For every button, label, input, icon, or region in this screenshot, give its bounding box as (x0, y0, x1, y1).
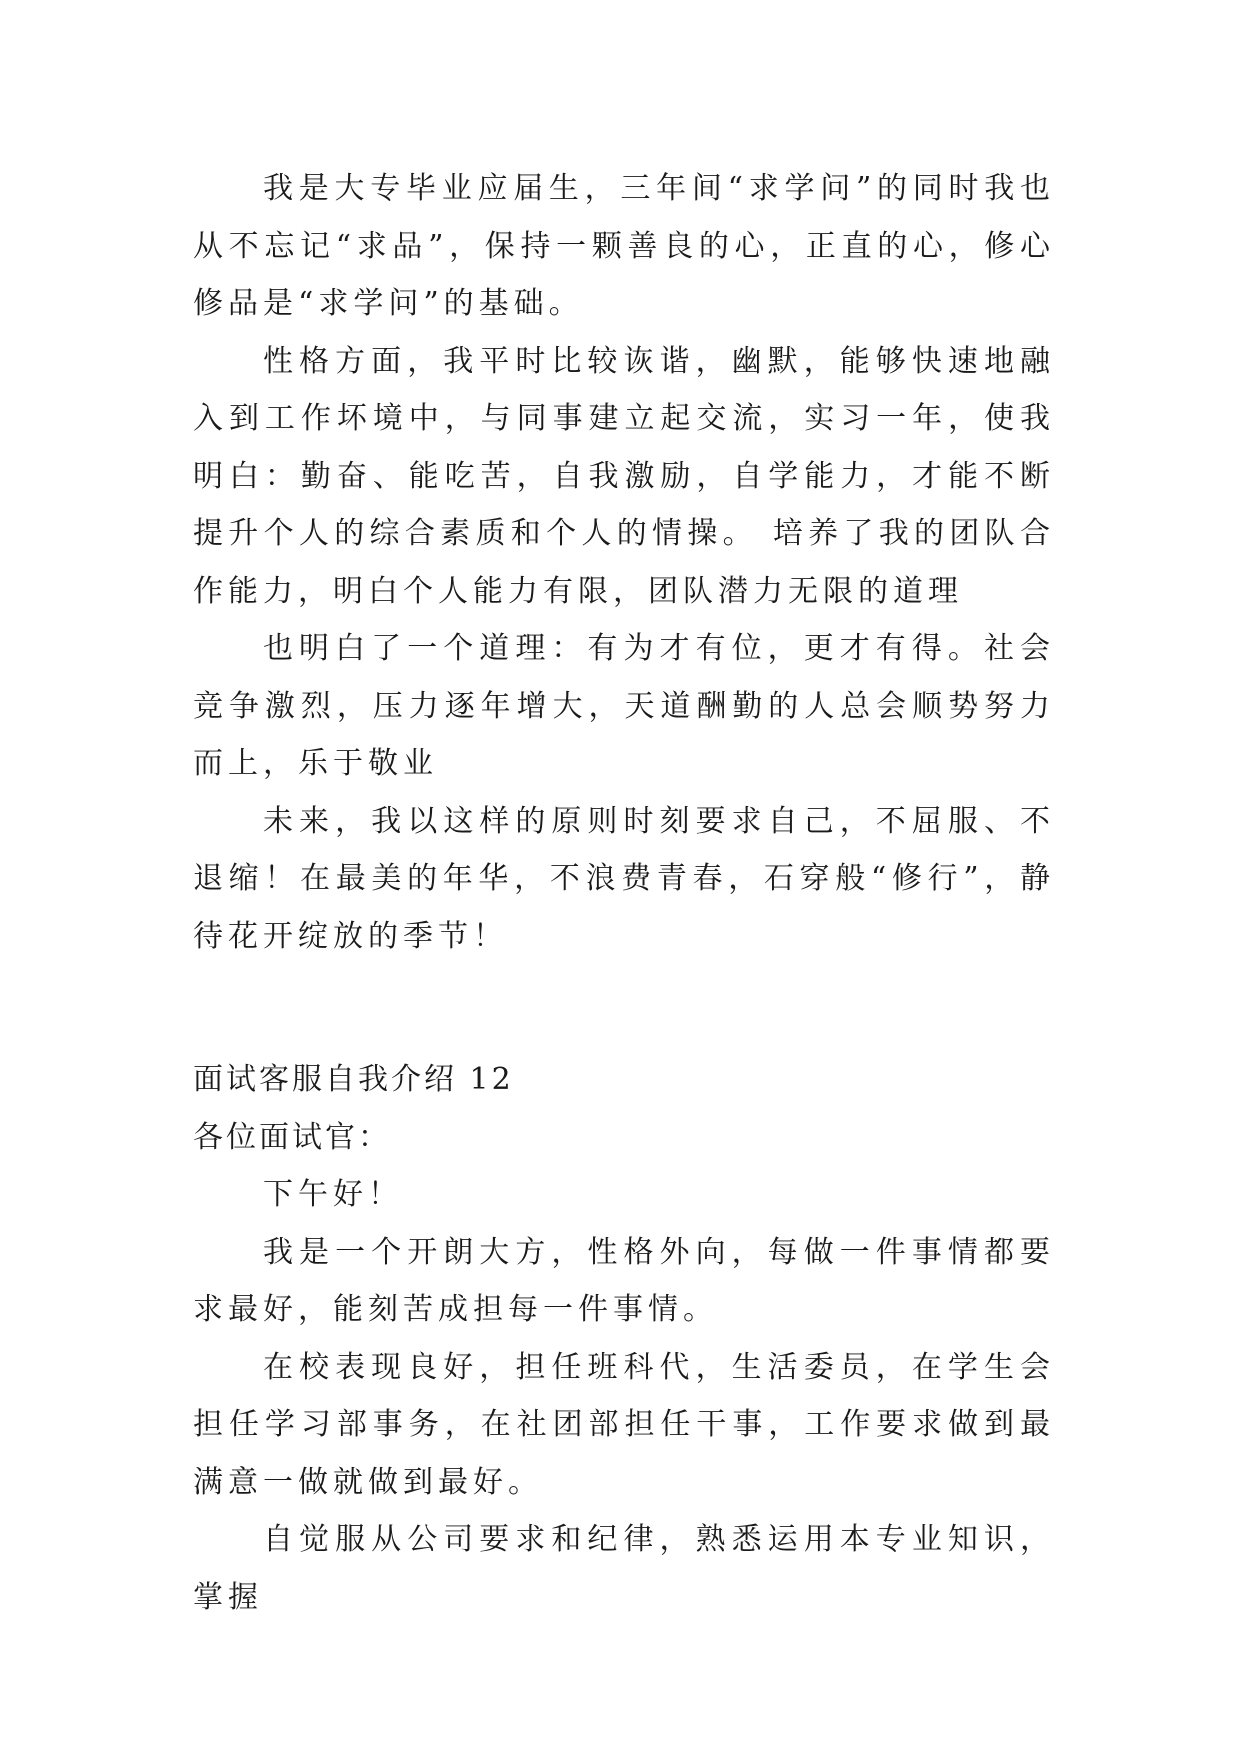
paragraph-lesson: 也明白了一个道理：有为才有位，更才有得。社会竞争激烈，压力逐年增大，天道酬勤的人总会顺势努力而上，乐于敬业 (193, 631, 1055, 781)
section-heading: 面试客服自我介绍 12 (193, 1062, 514, 1097)
paragraph-discipline: 自觉服从公司要求和纪律，熟悉运用本专业知识，掌握 (193, 1522, 1055, 1615)
paragraph-self-description: 我是一个开朗大方，性格外向，每做一件事情都要求最好，能刻苦成担每一件事情。 (193, 1234, 1055, 1327)
section-spacer (193, 965, 1055, 1051)
salutation: 各位面试官： (193, 1119, 391, 1155)
paragraph-school-performance: 在校表现良好，担任班科代，生活委员，在学生会担任学习部事务，在社团部担任干事，工作要求做到最满意一做就做到最好。 (193, 1349, 1055, 1500)
paragraph-graduate-intro: 我是大专毕业应届生，三年间“求学问”的同时我也从不忘记“求品”，保持一颗善良的心，正直的心，修心修品是“求学问”的基础。 (193, 171, 1055, 321)
paragraph-future: 未来，我以这样的原则时刻要求自己，不屈服、不退缩！在最美的年华，不浪费青春，石穿般“修行”，静待花开绽放的季节！ (193, 803, 1055, 954)
document-body (193, 160, 1055, 1626)
paragraph-personality: 性格方面，我平时比较诙谐，幽默，能够快速地融入到工作坏境中，与同事建立起交流，实习一年，使我明白：勤奋、能吃苦，自我激励，自学能力，才能不断提升个人的综合素质和个人的情操。 培养了我的团队合作能力，明白个人能力有限，团队潜力无限的道理 (193, 343, 1055, 609)
paragraph-greeting: 下午好！ (263, 1177, 403, 1212)
